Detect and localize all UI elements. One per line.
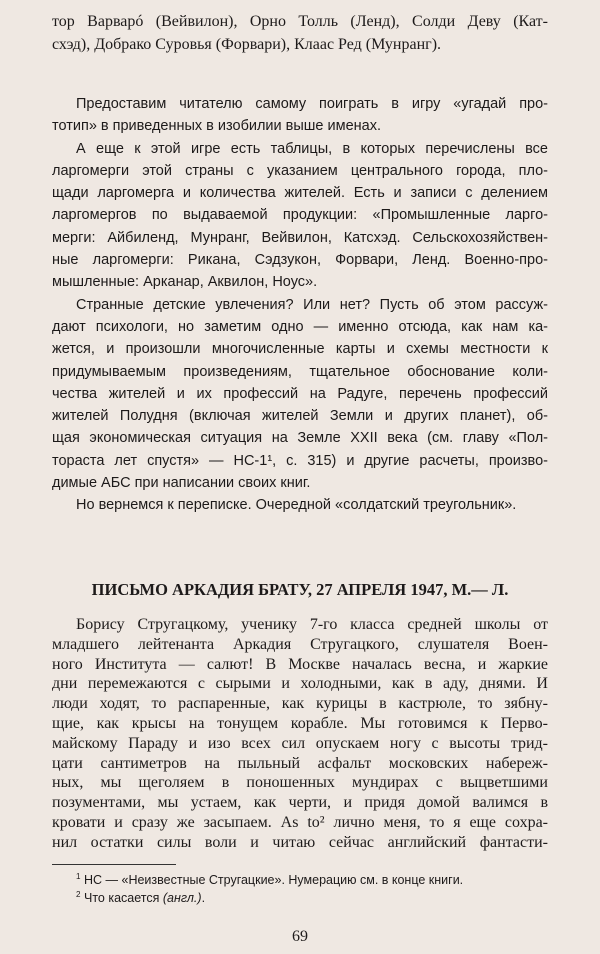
footnote-mark: 1 <box>76 871 81 881</box>
line-text: кровати и сразу же засыпаем. As to² лично меня, то я еще сохра- <box>52 813 548 831</box>
line-text: дают психологи, но заметим одно — именно отсюда, как нам ка- <box>52 318 548 335</box>
text-line <box>52 316 548 338</box>
line-text: щади ларгомерга и количества жителей. Есть и записи с делением <box>52 185 548 202</box>
footnote-1 <box>76 872 463 888</box>
text-line <box>52 472 548 494</box>
text-line <box>52 674 548 694</box>
text-line <box>52 10 548 33</box>
text-line <box>52 793 548 813</box>
footnote-text: НС — «Неизвестные Стругацкие». Нумерацию см. в конце книги. <box>84 873 464 887</box>
text-line <box>52 450 548 472</box>
text-line <box>52 249 548 271</box>
text-line <box>52 160 548 182</box>
line-text: А еще к этой игре есть таблицы, в которых перечислены все <box>76 140 548 157</box>
line-text: тотип» в приведенных в изобилии выше именах. <box>52 118 381 135</box>
letter-body <box>52 615 548 853</box>
top-paragraph <box>52 10 548 56</box>
text-line <box>52 294 548 316</box>
footnote-2 <box>76 890 205 906</box>
line-text: щие, как крысы на тонущем корабле. Мы готовимся к Перво- <box>52 714 548 732</box>
line-text: придумываемым произведениям, тщательное обоснование коли- <box>52 363 548 380</box>
text-line <box>52 182 548 204</box>
commentary-section <box>52 93 548 517</box>
line-text: ларгомерги этой страны с указанием центрального города, пло- <box>52 162 548 179</box>
line-text: цати сантиметров на пыльный асфальт московских набереж- <box>52 754 548 772</box>
line-text: ного Института — салют! В Москве началась весна, и жаркие <box>52 655 548 673</box>
line-text: позументами, мы устаем, как черти, и придя домой валимся в <box>52 794 548 812</box>
line-text: мышленные: Арканар, Аквилон, Ноус». <box>52 274 318 291</box>
line-text: младшего лейтенанта Аркадия Стругацкого, слушателя Воен- <box>52 635 548 653</box>
text-line <box>52 773 548 793</box>
page-number: 69 <box>292 928 308 945</box>
footnote-text: Что касается <box>84 891 163 905</box>
line-text: жется, и произошли многочисленные карты и схемы местности к <box>52 341 548 358</box>
line-text: люди ходят, то распаренные, как курицы в кастрюле, то зябну- <box>52 695 548 713</box>
text-line <box>52 694 548 714</box>
text-line <box>52 813 548 833</box>
line-text: Предоставим читателю самому поиграть в игру «угадай про- <box>76 96 548 112</box>
footnote-italic: (англ.) <box>162 891 202 905</box>
line-text: щая экономическая ситуация на Земле XXII века (см. главу «Пол- <box>52 430 548 447</box>
text-line <box>52 227 548 249</box>
footnote-divider <box>52 864 176 865</box>
line-text: ные ларгомерги: Рикана, Сэдзукон, Форвари, Ленд. Военно-про- <box>52 252 548 269</box>
text-line <box>52 754 548 774</box>
text-line <box>52 383 548 405</box>
section-heading: ПИСЬМО АРКАДИЯ БРАТУ, 27 АПРЕЛЯ 1947, М.— Л. <box>91 580 509 599</box>
line-text: Борису Стругацкому, ученику 7-го класса средней школы от <box>76 616 548 633</box>
line-text: мерги: Айбиленд, Мунранг, Вейвилон, Катсхэд. Сельскохозяйствен- <box>52 229 548 246</box>
line-text: Странные детские увлечения? Или нет? Пусть об этом рассуж- <box>76 296 548 313</box>
line-text: нил остатки силы воли и читаю сейчас английский фантасти- <box>52 833 548 851</box>
text-line <box>52 115 548 137</box>
text-line <box>52 833 548 853</box>
text-line <box>52 714 548 734</box>
footnote-mark: 2 <box>76 889 81 899</box>
text-line <box>52 271 548 293</box>
text-line <box>52 427 548 449</box>
line-text: жителей Полудня (включая жителей Земли и других планет), об- <box>52 408 548 425</box>
footnote-punct: . <box>201 891 206 905</box>
line-text: ларгомергов по выдаваемой продукции: «Промышленные ларго- <box>52 207 548 224</box>
text-line <box>52 93 548 115</box>
text-line <box>52 635 548 655</box>
line-text: тораста лет спустя» — НС-1¹, с. 315) и другие расчеты, произво- <box>52 452 548 469</box>
line-text: дни перемежаются с сырыми и холодными, как в аду, днями. И <box>52 675 548 693</box>
line-text: майскому Параду и изо всех сил опускаем ногу с высоты трид- <box>52 734 548 752</box>
text-line <box>52 734 548 754</box>
text-line <box>52 405 548 427</box>
text-line <box>52 494 548 516</box>
text-line <box>52 338 548 360</box>
text-line <box>52 615 548 635</box>
text-line <box>52 33 548 56</box>
line-text: ных, мы щеголяем в поношенных мундирах с выцветшими <box>52 774 548 792</box>
text-line <box>52 361 548 383</box>
line-text: димые АБС при написании своих книг. <box>52 475 311 492</box>
line-text: схэд), Добрако Суровья (Форвари), Клаас Ред (Мунранг). <box>52 36 442 53</box>
text-line <box>52 204 548 226</box>
text-line <box>52 655 548 675</box>
line-text: тор Варварó (Вейвилон), Орно Толль (Ленд), Солди Деву (Кат- <box>52 13 548 30</box>
line-text: Но вернемся к переписке. Очередной «солдатский треугольник». <box>76 497 517 514</box>
text-line <box>52 138 548 160</box>
line-text: чества жителей и их профессий на Радуге, перечень профессий <box>52 385 548 402</box>
